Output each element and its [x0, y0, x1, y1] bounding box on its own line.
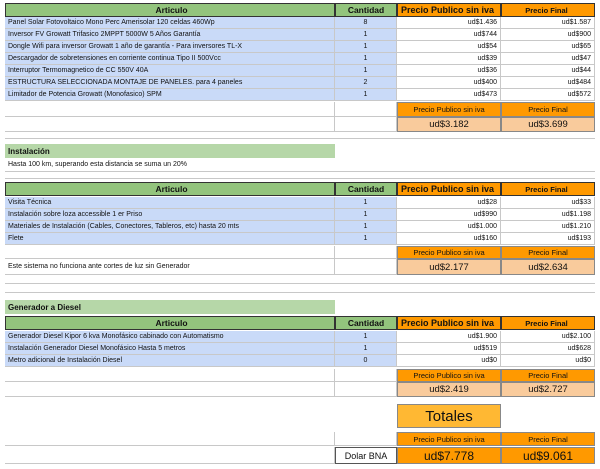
table-row[interactable]: [5, 29, 595, 41]
header-precio-sin-iva: Precio Publico sin iva: [397, 316, 501, 330]
header-articulo: Articulo: [5, 182, 335, 196]
cell-cantidad[interactable]: 1: [335, 209, 397, 221]
subtotal-label-row-generador: [5, 369, 595, 382]
subtotal-sin-iva[interactable]: ud$2.177: [397, 259, 501, 275]
cell-precio-final[interactable]: ud$33: [501, 197, 595, 209]
cell-precio-final[interactable]: ud$1.210: [501, 221, 595, 233]
cell-articulo[interactable]: Descargador de sobretensiones en corriente continua Tipo II 500Vcc: [5, 53, 335, 65]
table-row[interactable]: [5, 355, 595, 367]
totales-row: [5, 447, 595, 464]
table-row[interactable]: [5, 77, 595, 89]
table-row[interactable]: [5, 343, 595, 355]
cell-articulo[interactable]: ESTRUCTURA SELECCIONADA MONTAJE DE PANELES. para 4 paneles: [5, 77, 335, 89]
cell-precio-sin-iva[interactable]: ud$39: [397, 53, 501, 65]
header-articulo: Articulo: [5, 316, 335, 330]
cell-precio-sin-iva[interactable]: ud$473: [397, 89, 501, 101]
section-title-instalacion[interactable]: Instalación: [5, 144, 335, 158]
cell-precio-sin-iva[interactable]: ud$744: [397, 29, 501, 41]
cell-articulo[interactable]: Flete: [5, 233, 335, 245]
cell-articulo[interactable]: Limitador de Potencia Growatt (Monofasico) SPM: [5, 89, 335, 101]
table-row[interactable]: [5, 17, 595, 29]
cell-precio-final[interactable]: ud$2.100: [501, 331, 595, 343]
totales-label-row: [5, 432, 595, 446]
cell-cantidad[interactable]: 1: [335, 53, 397, 65]
empty-cell[interactable]: [335, 246, 397, 259]
subtotal-label-final[interactable]: Precio Final: [501, 369, 595, 382]
cell-precio-final[interactable]: ud$900: [501, 29, 595, 41]
divider: [5, 292, 595, 293]
cell-articulo[interactable]: Inversor FV Growatt Trifasico 2MPPT 5000W 5 Años Garantía: [5, 29, 335, 41]
header-articulo: Articulo: [5, 3, 335, 17]
empty-cell[interactable]: [5, 246, 335, 259]
cell-precio-sin-iva[interactable]: ud$36: [397, 65, 501, 77]
header-row-instalacion: [5, 182, 595, 196]
subtotal-label-final[interactable]: Precio Final: [501, 102, 595, 117]
subtotal-label-final[interactable]: Precio Final: [501, 246, 595, 259]
cell-precio-final[interactable]: ud$1.198: [501, 209, 595, 221]
section-title-generador[interactable]: Generador a Diesel: [5, 300, 335, 314]
subtotal-row-generador: [5, 382, 595, 397]
empty-cell[interactable]: [5, 382, 335, 397]
empty-cell[interactable]: [335, 369, 397, 382]
empty-cell[interactable]: [335, 382, 397, 397]
empty-cell[interactable]: [5, 432, 335, 446]
empty-cell[interactable]: [5, 447, 335, 464]
table-row[interactable]: [5, 233, 595, 245]
table-row[interactable]: [5, 197, 595, 209]
cell-cantidad[interactable]: 1: [335, 29, 397, 41]
cell-articulo[interactable]: Panel Solar Fotovoltaico Mono Perc Amerisolar 120 celdas 460Wp: [5, 17, 335, 29]
header-precio-final: Precio Final: [501, 182, 595, 196]
empty-cell[interactable]: [335, 102, 397, 117]
table-row[interactable]: [5, 89, 595, 101]
cell-cantidad[interactable]: 1: [335, 221, 397, 233]
subtotal-label-row-instalacion: [5, 246, 595, 259]
totales-title[interactable]: Totales: [397, 404, 501, 428]
subtotal-label-sin-iva[interactable]: Precio Publico sin iva: [397, 246, 501, 259]
table-row[interactable]: [5, 331, 595, 343]
totales-label-final[interactable]: Precio Final: [501, 432, 595, 446]
cell-precio-sin-iva[interactable]: ud$160: [397, 233, 501, 245]
cell-cantidad[interactable]: 0: [335, 355, 397, 367]
subtotal-sin-iva[interactable]: ud$3.182: [397, 117, 501, 132]
empty-cell[interactable]: [5, 102, 335, 117]
table-row[interactable]: [5, 221, 595, 233]
table-row[interactable]: [5, 53, 595, 65]
total-sin-iva[interactable]: ud$7.778: [397, 447, 501, 464]
cell-articulo[interactable]: Metro adicional de Instalación Diesel: [5, 355, 335, 367]
cell-precio-final[interactable]: ud$0: [501, 355, 595, 367]
cell-precio-sin-iva[interactable]: ud$519: [397, 343, 501, 355]
subtotal-label-sin-iva[interactable]: Precio Publico sin iva: [397, 369, 501, 382]
cell-precio-sin-iva[interactable]: ud$1.900: [397, 331, 501, 343]
cell-cantidad[interactable]: 1: [335, 197, 397, 209]
cell-cantidad[interactable]: 1: [335, 41, 397, 53]
cell-precio-sin-iva[interactable]: ud$1.436: [397, 17, 501, 29]
cell-precio-final[interactable]: ud$193: [501, 233, 595, 245]
cell-precio-sin-iva[interactable]: ud$54: [397, 41, 501, 53]
empty-cell[interactable]: [335, 259, 397, 275]
subtotal-row-paneles: [5, 117, 595, 132]
cell-precio-sin-iva[interactable]: ud$0: [397, 355, 501, 367]
divider: [5, 283, 595, 284]
subtotal-row-instalacion: [5, 259, 595, 275]
subtotal-label-row-paneles: [5, 102, 595, 117]
instalacion-warning[interactable]: Este sistema no funciona ante cortes de luz sin Generador: [5, 259, 335, 275]
header-cantidad: Cantidad: [335, 3, 397, 17]
table-row[interactable]: [5, 209, 595, 221]
subtotal-final[interactable]: ud$2.727: [501, 382, 595, 397]
cell-articulo[interactable]: Interruptor Termomagnetico de CC 550V 40A: [5, 65, 335, 77]
dolar-bna-label[interactable]: Dolar BNA: [335, 447, 397, 464]
cell-precio-final[interactable]: ud$1.587: [501, 17, 595, 29]
cell-precio-final[interactable]: ud$484: [501, 77, 595, 89]
divider: [5, 138, 595, 139]
divider: [5, 171, 595, 172]
cell-cantidad[interactable]: 2: [335, 77, 397, 89]
subtotal-final[interactable]: ud$3.699: [501, 117, 595, 132]
subtotal-sin-iva[interactable]: ud$2.419: [397, 382, 501, 397]
cell-articulo[interactable]: Instalación sobre loza accessible 1 er Priso: [5, 209, 335, 221]
header-cantidad: Cantidad: [335, 316, 397, 330]
table-row[interactable]: [5, 65, 595, 77]
header-row-generador: [5, 316, 595, 330]
cell-articulo[interactable]: Generador Diesel Kipor 6 kva Monofásico cabinado con Automatismo: [5, 331, 335, 343]
cell-precio-final[interactable]: ud$65: [501, 41, 595, 53]
empty-cell[interactable]: [335, 117, 397, 132]
empty-cell[interactable]: [5, 369, 335, 382]
divider: [5, 178, 595, 179]
cell-precio-sin-iva[interactable]: ud$400: [397, 77, 501, 89]
cell-articulo[interactable]: Visita Técnica: [5, 197, 335, 209]
totales-label-sin-iva[interactable]: Precio Publico sin iva: [397, 432, 501, 446]
subtotal-label-sin-iva[interactable]: Precio Publico sin iva: [397, 102, 501, 117]
header-precio-final: Precio Final: [501, 3, 595, 17]
cell-precio-sin-iva[interactable]: ud$28: [397, 197, 501, 209]
cell-precio-final[interactable]: ud$47: [501, 53, 595, 65]
cell-cantidad[interactable]: 1: [335, 65, 397, 77]
cell-precio-final[interactable]: ud$44: [501, 65, 595, 77]
header-precio-final: Precio Final: [501, 316, 595, 330]
table-row[interactable]: [5, 41, 595, 53]
cell-precio-final[interactable]: ud$572: [501, 89, 595, 101]
cell-articulo[interactable]: Materiales de Instalación (Cables, Conectores, Tableros, etc) hasta 20 mts: [5, 221, 335, 233]
cell-precio-sin-iva[interactable]: ud$1.000: [397, 221, 501, 233]
cell-precio-final[interactable]: ud$628: [501, 343, 595, 355]
cell-cantidad[interactable]: 8: [335, 17, 397, 29]
cell-cantidad[interactable]: 1: [335, 331, 397, 343]
cell-cantidad[interactable]: 1: [335, 343, 397, 355]
header-row-paneles: [5, 3, 595, 17]
cell-precio-sin-iva[interactable]: ud$990: [397, 209, 501, 221]
header-cantidad: Cantidad: [335, 182, 397, 196]
empty-cell[interactable]: [335, 432, 397, 446]
total-final[interactable]: ud$9.061: [501, 447, 595, 464]
instalacion-note[interactable]: Hasta 100 km, superando esta distancia se suma un 20%: [8, 161, 187, 168]
header-precio-sin-iva: Precio Publico sin iva: [397, 182, 501, 196]
subtotal-final[interactable]: ud$2.634: [501, 259, 595, 275]
empty-cell[interactable]: [5, 117, 335, 132]
cell-cantidad[interactable]: 1: [335, 89, 397, 101]
header-precio-sin-iva: Precio Publico sin iva: [397, 3, 501, 17]
cell-articulo[interactable]: Dongle Wifi para inversor Growatt 1 año de garantía - Para inversores TL-X: [5, 41, 335, 53]
cell-articulo[interactable]: Instalación Generador Diesel Monofásico Hasta 5 metros: [5, 343, 335, 355]
cell-cantidad[interactable]: 1: [335, 233, 397, 245]
